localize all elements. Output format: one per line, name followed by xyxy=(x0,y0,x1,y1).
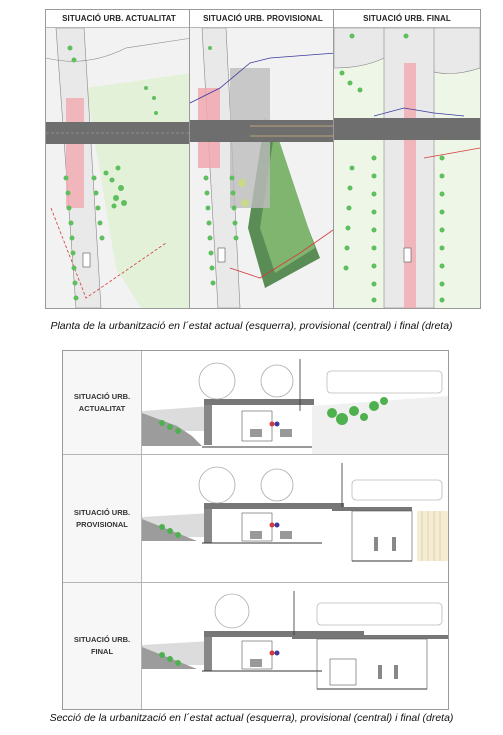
section-row-actual xyxy=(63,351,448,455)
sections-table xyxy=(62,350,449,710)
plan-actual-drawing xyxy=(46,28,192,308)
section-provisional-drawing xyxy=(142,455,448,582)
plan-final-drawing xyxy=(334,28,480,308)
section-final-drawing xyxy=(142,583,448,709)
red-path xyxy=(404,63,416,308)
plan-title: SITUACIÓ URB. ACTUALITAT xyxy=(46,10,192,28)
section-row-provisional xyxy=(63,455,448,583)
section-caption: Secció de la urbanització en l´estat actual (esquerra), provisional (central) i final (dreta) xyxy=(49,712,454,724)
plan-panel-actual xyxy=(45,9,193,309)
section-label: SITUACIÓ URB. ACTUALITAT xyxy=(63,351,142,454)
bridge xyxy=(334,118,480,140)
plan-panel-provisional xyxy=(189,9,337,309)
section-label: SITUACIÓ URB. FINAL xyxy=(63,583,142,709)
section-row-final xyxy=(63,583,448,709)
plan-panel-final xyxy=(333,9,481,309)
section-label: SITUACIÓ URB. PROVISIONAL xyxy=(63,455,142,582)
plan-provisional-drawing xyxy=(190,28,336,308)
plan-title: SITUACIÓ URB. FINAL xyxy=(334,10,480,28)
bridge xyxy=(190,120,336,142)
plan-caption: Planta de la urbanització en l´estat actual (esquerra), provisional (central) i final (dreta) xyxy=(50,320,453,332)
plan-title: SITUACIÓ URB. PROVISIONAL xyxy=(190,10,336,28)
section-actual-drawing xyxy=(142,351,448,454)
